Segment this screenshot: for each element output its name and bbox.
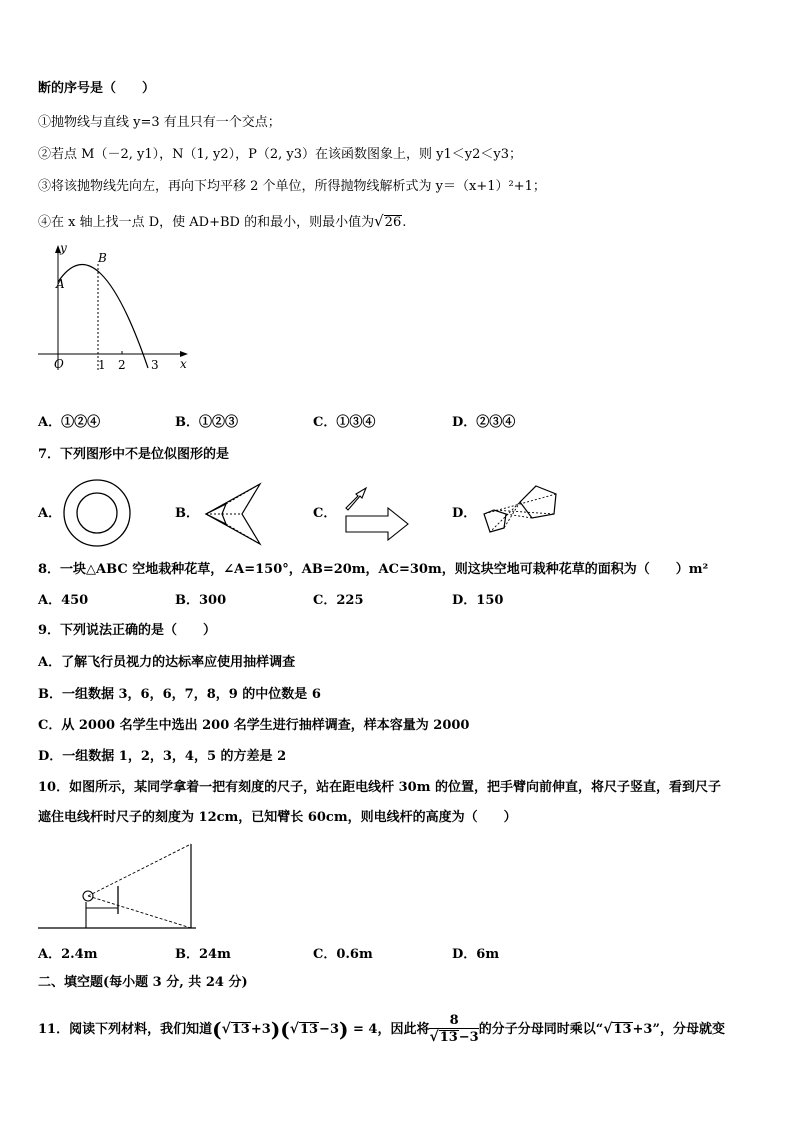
q10-stem-line2: 遮住电线杆时尺子的刻度为 12cm，已知臂长 60cm，则电线杆的高度为（ ）: [38, 810, 517, 825]
q11-radicand-2: 13: [299, 1022, 319, 1037]
q6-option-a: A．①②④: [38, 415, 101, 430]
q9-option-c: C．从 2000 名学生中选出 200 名学生进行抽样调查，样本容量为 2000: [38, 718, 470, 733]
q11-radicand-3: 13: [613, 1022, 632, 1037]
q11-plus3: +3: [250, 1022, 271, 1037]
q6-statement-2: ②若点 M（－2, y1），N（1, y2），P（2, y3）在该函数图象上，则 y1＜y2＜y3；: [38, 147, 522, 162]
q11-minus3: −3: [319, 1022, 339, 1037]
q6-statement-1: ①抛物线与直线 y=3 有且只有一个交点；: [38, 115, 281, 130]
q10-option-c: C．0.6m: [313, 947, 373, 962]
q6-intro: 断的序号是（ ）: [38, 81, 156, 96]
q10-option-d: D．6m: [452, 947, 500, 962]
q11-suffix: ”，分母就变: [652, 1022, 725, 1037]
q6-statement-4-text: ④在 x 轴上找一点 D，使 AD+BD 的和最小，则最小值为: [38, 215, 375, 230]
q8-option-b: B．300: [175, 593, 227, 608]
graph-tick-2: 2: [118, 358, 126, 372]
q11-prefix: 11．阅读下列材料，我们知道: [38, 1022, 213, 1037]
graph-x-label: x: [180, 357, 187, 371]
graph-y-label: y: [60, 241, 67, 255]
q10-option-a: A．2.4m: [38, 947, 98, 962]
q8-stem: 8．一块△ABC 空地栽种花草，∠A=150°，AB=20m，AC=30m，则这块空地可栽种花草的面积为（ ）m²: [38, 562, 709, 577]
q9-option-a: A．了解飞行员视力的达标率应使用抽样调查: [38, 655, 296, 670]
section-title-fill-blank: 二、填空题(每小题 3 分, 共 24 分): [38, 975, 248, 990]
q6-statement-4-radicand: 26: [384, 215, 402, 230]
q9-option-d: D．一组数据 1，2，3，4，5 的方差是 2: [38, 749, 287, 764]
q11-radicand-1: 13: [231, 1022, 250, 1037]
q8-option-c: C．225: [313, 593, 364, 608]
q11-fraction-den-rest: −3: [458, 1030, 479, 1045]
q7-figure-arrows: [338, 482, 414, 544]
parabola-graph: [34, 242, 194, 374]
q7-figure-pentagons: [476, 480, 576, 548]
q11-plus3b: +3: [632, 1022, 653, 1037]
q6-option-d: D．②③④: [452, 415, 516, 430]
graph-origin-label: O: [54, 357, 64, 371]
q6-option-b: B．①②③: [175, 415, 238, 430]
q9-option-b: B．一组数据 3，6，6，7，8，9 的中位数是 6: [38, 687, 321, 702]
q11-fraction: $\frac{8}{√13-3}$: [429, 1013, 479, 1045]
q7-label-b: B．: [175, 506, 199, 521]
q10-figure-pole-ruler: [36, 838, 206, 934]
q11-line: 11．阅读下列材料，我们知道(√13+3)(√13−3) = 4，因此将 $\frac{8}{√13-3}$ 的分子分母同时乘以“√13+3”，分母就变: [38, 1013, 725, 1045]
q7-label-a: A．: [38, 506, 62, 521]
q7-figure-concentric-circles: [62, 478, 132, 548]
q8-option-a: A．450: [38, 593, 89, 608]
q10-stem-line1: 10．如图所示，某同学拿着一把有刻度的尺子，站在距电线杆 30m 的位置，把手臂向前伸直，将尺子竖直，看到尺子: [38, 780, 721, 795]
q7-label-c: C．: [313, 506, 337, 521]
q6-statement-3: ③将该抛物线先向左，再向下均平移 2 个单位，所得抛物线解析式为 y＝（x+1）²+1；: [38, 179, 546, 194]
graph-tick-3: 3: [151, 358, 159, 372]
q6-statement-4-end: .: [402, 215, 407, 230]
q11-fraction-numerator: 8: [429, 1013, 478, 1029]
q11-equals: = 4: [353, 1022, 378, 1037]
q7-figure-triangles: [200, 480, 270, 548]
graph-point-a: A: [56, 277, 65, 291]
graph-tick-1: 1: [98, 358, 106, 372]
q6-option-c: C．①③④: [313, 415, 376, 430]
q7-stem: 7．下列图形中不是位似图形的是: [38, 447, 230, 462]
q11-mid: ，因此将: [377, 1022, 430, 1037]
q11-fraction-radicand: 13: [439, 1030, 458, 1045]
q7-label-d: D．: [452, 506, 477, 521]
q10-option-b: B．24m: [175, 947, 231, 962]
q8-option-d: D．150: [452, 593, 504, 608]
q6-statement-4: ④在 x 轴上找一点 D，使 AD+BD 的和最小，则最小值为√26.: [38, 212, 407, 230]
q9-stem: 9．下列说法正确的是（ ）: [38, 623, 217, 638]
q11-mid2: 的分子分母同时乘以“: [478, 1022, 604, 1037]
graph-point-b: B: [98, 251, 107, 265]
